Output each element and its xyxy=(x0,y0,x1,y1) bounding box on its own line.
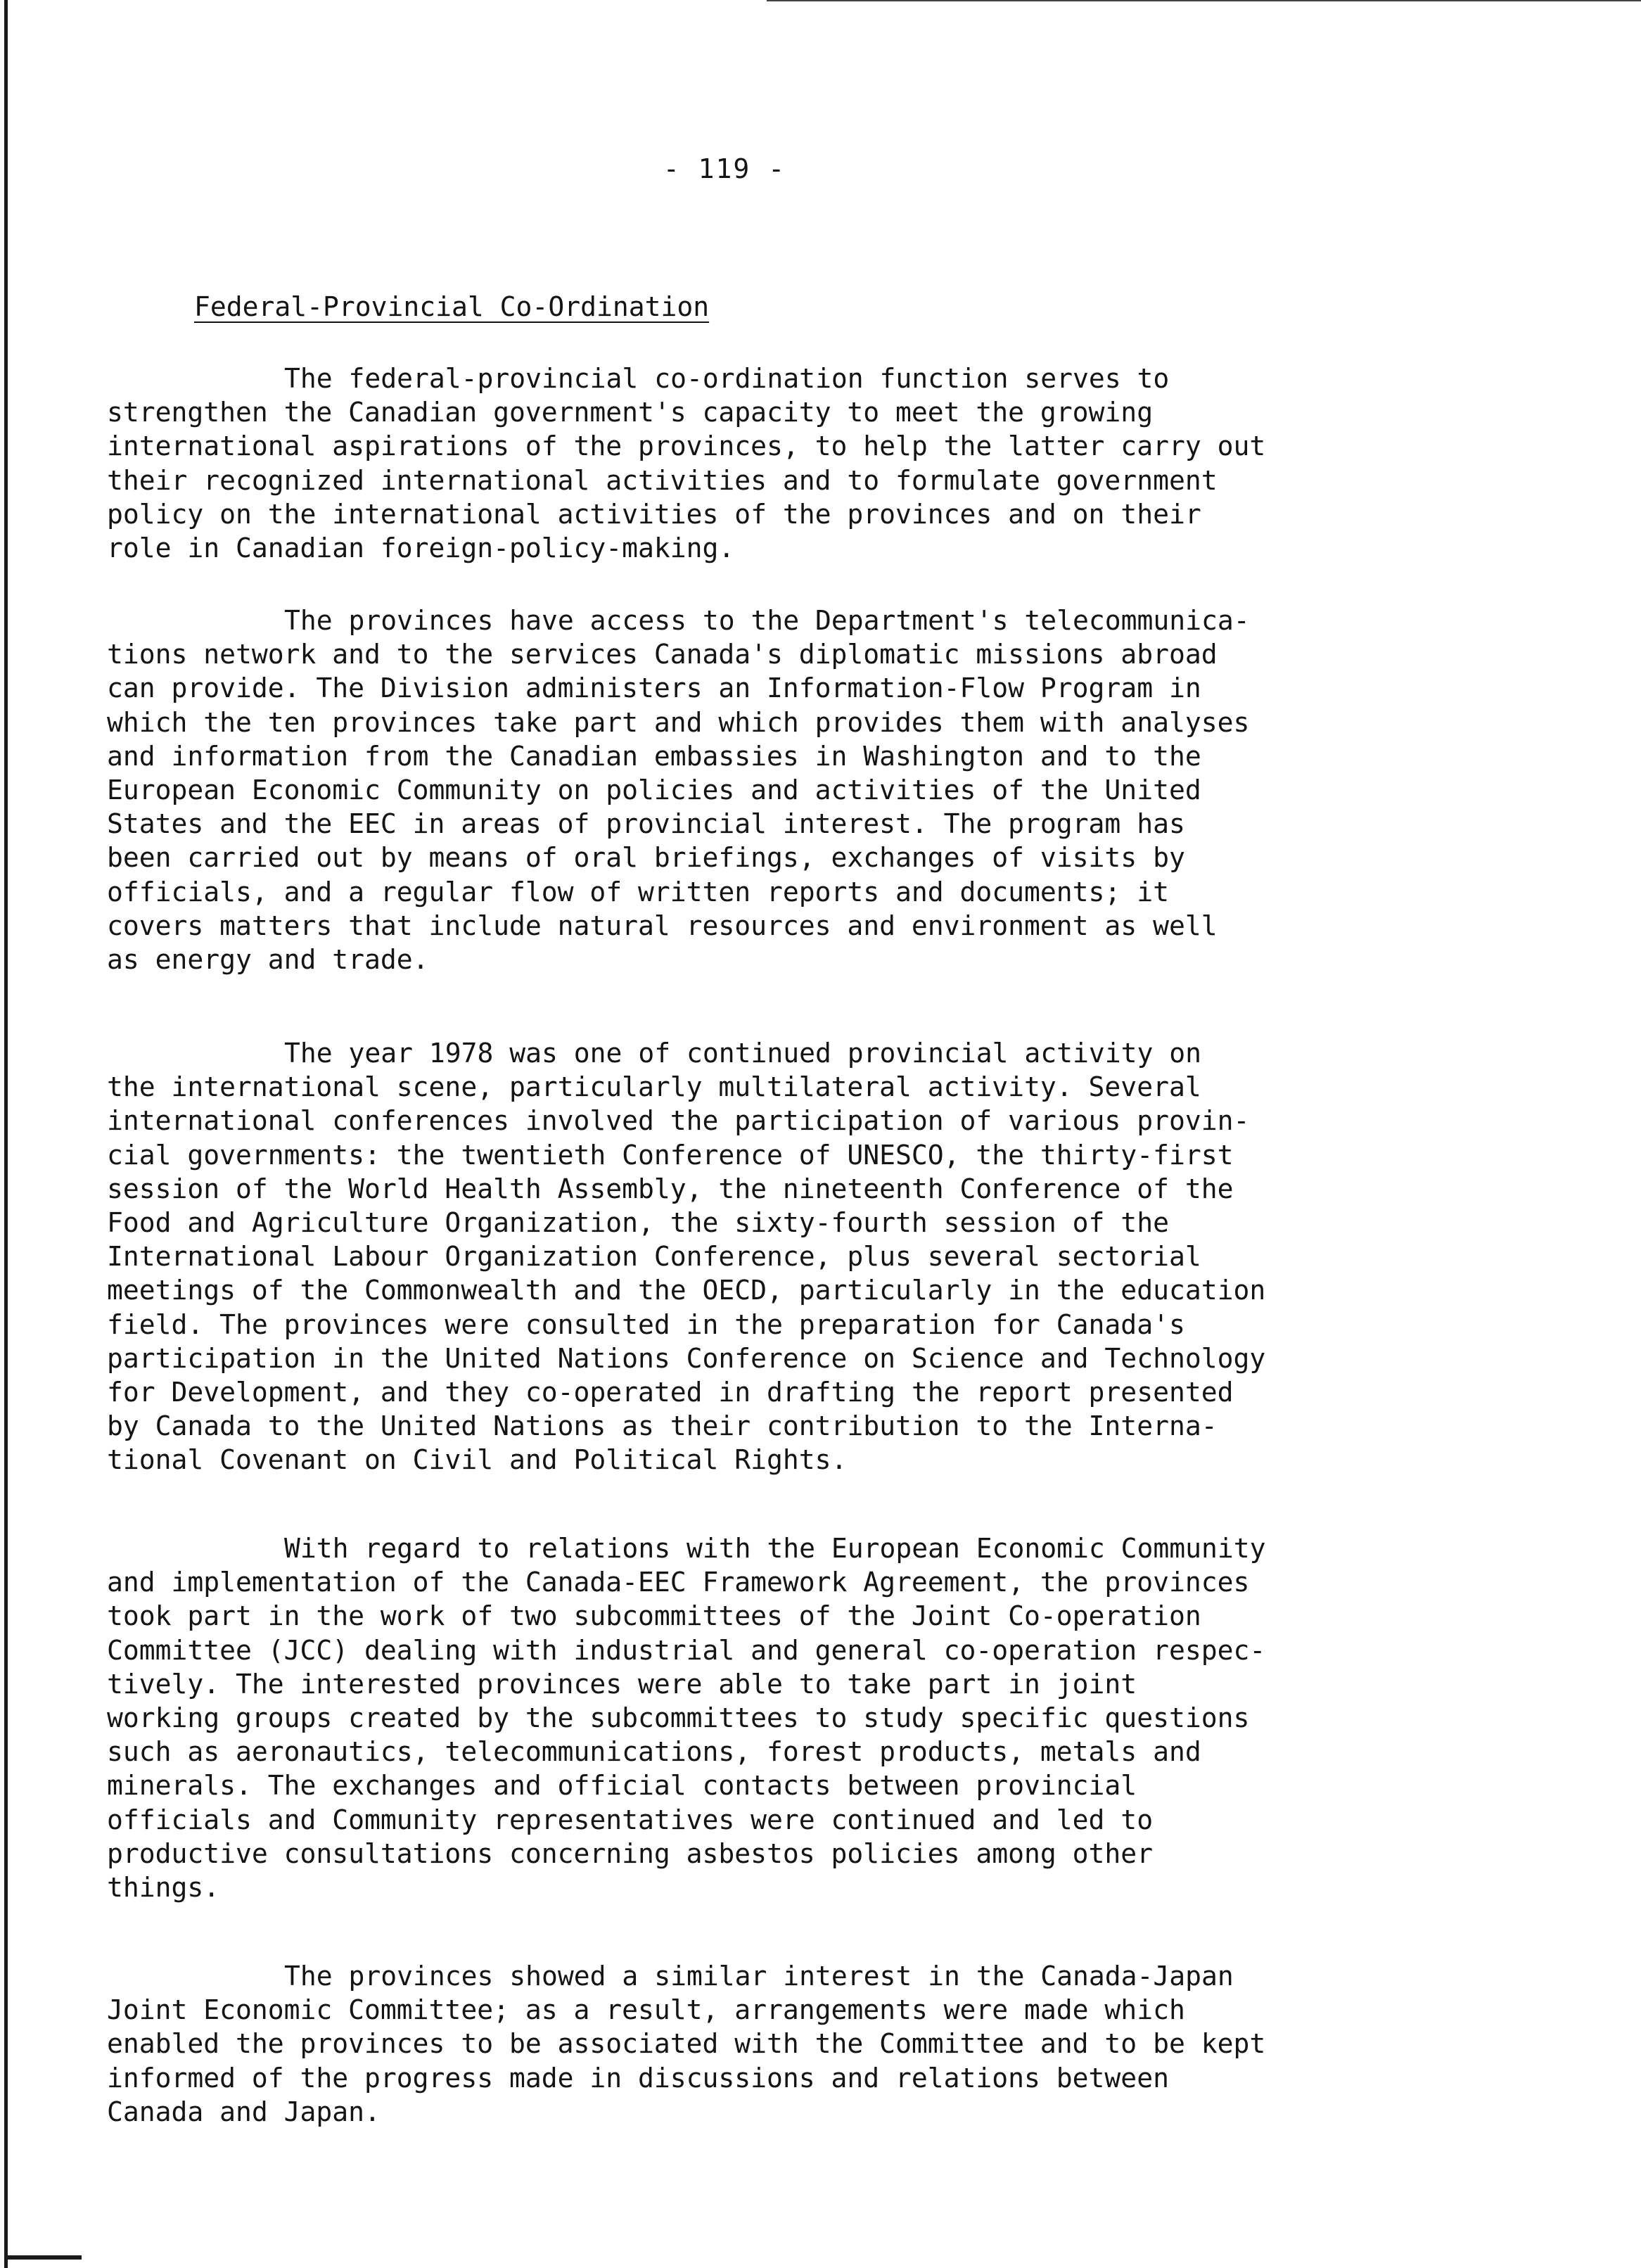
paragraph-line: enabled the provinces to be associated with the Committee and to be kept xyxy=(107,2028,1266,2060)
paragraph-line: international conferences involved the participation of various provin- xyxy=(107,1105,1250,1137)
paragraph-line: tively. The interested provinces were able to take part in joint xyxy=(107,1668,1137,1700)
paragraph-line: Committee (JCC) dealing with industrial and general co-operation respec- xyxy=(107,1634,1266,1666)
paragraph-line: tional Covenant on Civil and Political Rights. xyxy=(107,1444,848,1476)
paragraph-line: meetings of the Commonwealth and the OECD, particularly in the education xyxy=(107,1275,1266,1306)
paragraph-line: cial governments: the twentieth Conference of UNESCO, the thirty-first xyxy=(107,1139,1234,1171)
paragraph-line: for Development, and they co-operated in drafting the report presented xyxy=(107,1377,1234,1408)
paragraph-line: can provide. The Division administers an Information-Flow Program in xyxy=(107,673,1201,704)
paragraph-line: session of the World Health Assembly, the nineteenth Conference of the xyxy=(107,1173,1234,1204)
paragraph-line: Canada and Japan. xyxy=(107,2096,381,2127)
paragraph-line: States and the EEC in areas of provincial interest. The program has xyxy=(107,808,1185,840)
paragraph-line: field. The provinces were consulted in the preparation for Canada's xyxy=(107,1308,1185,1340)
paragraph-line: The provinces showed a similar interest in the Canada-Japan xyxy=(284,1961,1234,1992)
paragraph-line: The provinces have access to the Department's telecommunica- xyxy=(284,605,1250,636)
section-heading: Federal-Provincial Co-Ordination xyxy=(194,291,710,322)
paragraph-line: officials, and a regular flow of written reports and documents; it xyxy=(107,876,1169,907)
scan-edge-top xyxy=(767,0,1641,1)
paragraph-5 xyxy=(107,1959,1415,2129)
paragraph-line: and information from the Canadian embassies in Washington and to the xyxy=(107,740,1201,772)
paragraph-line: been carried out by means of oral briefings, exchanges of visits by xyxy=(107,842,1185,874)
paragraph-3 xyxy=(107,1036,1415,1477)
paragraph-line: international aspirations of the provinces, to help the latter carry out xyxy=(107,431,1266,462)
paragraph-1 xyxy=(107,362,1415,565)
paragraph-line: by Canada to the United Nations as their contribution to the Interna- xyxy=(107,1410,1218,1442)
paragraph-line: With regard to relations with the European Economic Community xyxy=(284,1533,1266,1564)
paragraph-line: officials and Community representatives were continued and led to xyxy=(107,1804,1154,1835)
paragraph-line: such as aeronautics, telecommunications, forest products, metals and xyxy=(107,1736,1201,1768)
page-number: - 119 - xyxy=(663,153,786,184)
paragraph-line: European Economic Community on policies and activities of the United xyxy=(107,775,1201,806)
paragraph-line: which the ten provinces take part and which provides them with analyses xyxy=(107,706,1250,738)
scan-edge-bottom xyxy=(4,2255,82,2260)
paragraph-line: role in Canadian foreign-policy-making. xyxy=(107,533,735,564)
paragraph-line: The federal-provincial co-ordination function serves to xyxy=(284,363,1170,394)
paragraph-line: participation in the United Nations Conference on Science and Technology xyxy=(107,1342,1266,1374)
paragraph-line: informed of the progress made in discussions and relations between xyxy=(107,2062,1169,2094)
paragraph-line: and implementation of the Canada-EEC Framework Agreement, the provinces xyxy=(107,1567,1250,1598)
paragraph-line: covers matters that include natural resources and environment as well xyxy=(107,910,1218,941)
paragraph-4 xyxy=(107,1531,1415,1904)
paragraph-line: International Labour Organization Conference, plus several sectorial xyxy=(107,1241,1201,1273)
paragraph-line: their recognized international activities and to formulate government xyxy=(107,464,1218,496)
paragraph-2 xyxy=(107,604,1415,976)
paragraph-line: strengthen the Canadian government's capacity to meet the growing xyxy=(107,397,1154,428)
paragraph-line: Joint Economic Committee; as a result, arrangements were made which xyxy=(107,1994,1185,2026)
paragraph-line: the international scene, particularly multilateral activity. Several xyxy=(107,1071,1201,1103)
paragraph-line: took part in the work of two subcommittees of the Joint Co-operation xyxy=(107,1600,1201,1632)
scan-edge-left xyxy=(4,0,8,2268)
paragraph-line: working groups created by the subcommittees to study specific questions xyxy=(107,1702,1250,1734)
paragraph-line: policy on the international activities of the provinces and on their xyxy=(107,498,1201,530)
paragraph-line: productive consultations concerning asbestos policies among other xyxy=(107,1837,1154,1869)
paragraph-line: as energy and trade. xyxy=(107,944,429,976)
paragraph-line: Food and Agriculture Organization, the sixty-fourth session of the xyxy=(107,1207,1169,1239)
paragraph-line: The year 1978 was one of continued provincial activity on xyxy=(284,1038,1202,1069)
paragraph-line: minerals. The exchanges and official contacts between provincial xyxy=(107,1770,1137,1802)
paragraph-line: tions network and to the services Canada's diplomatic missions abroad xyxy=(107,639,1218,670)
paragraph-line: things. xyxy=(107,1872,220,1904)
